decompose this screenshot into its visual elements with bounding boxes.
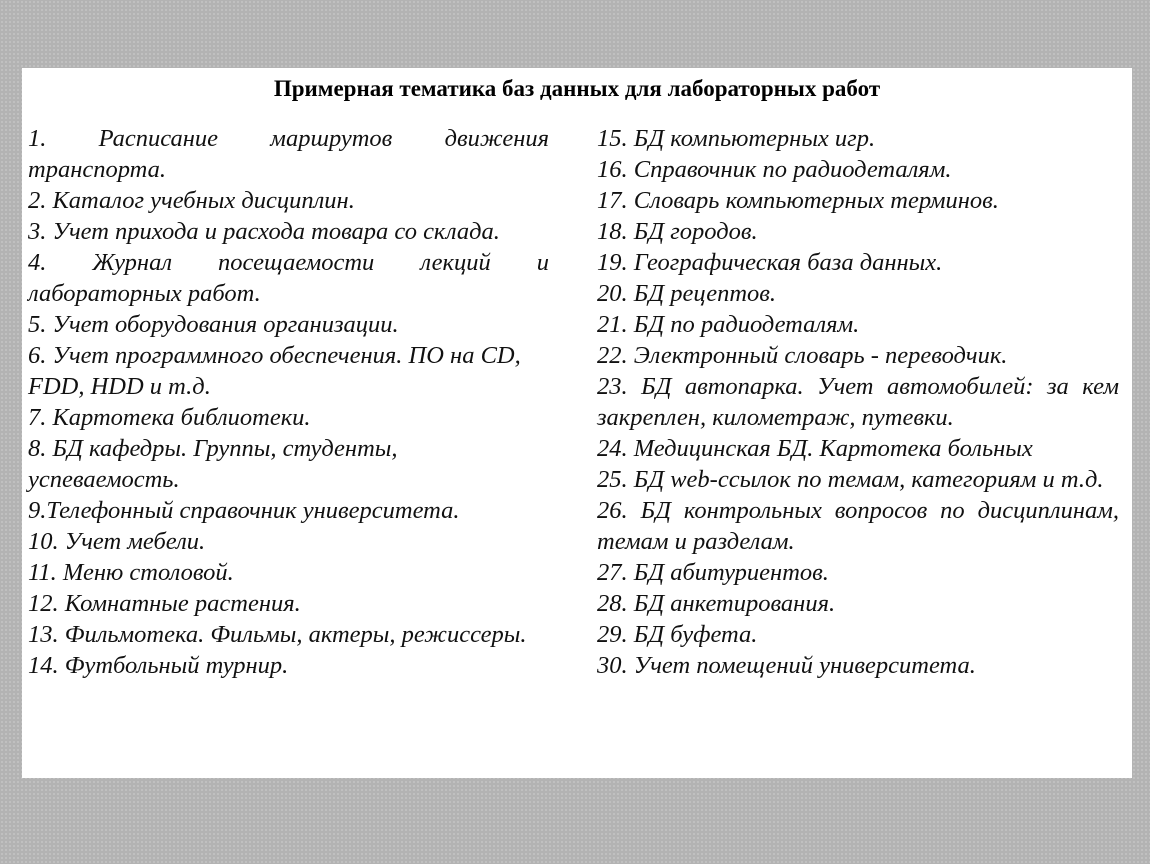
list-item: 13. Фильмотека. Фильмы, актеры, режиссеры. xyxy=(28,621,527,648)
list-item: 23. БД автопарка. Учет автомобилей: за кем закреплен, километраж, путевки. xyxy=(597,373,1119,431)
list-item: 9.Телефонный справочник университета. xyxy=(28,497,460,524)
list-item: 12. Комнатные растения. xyxy=(28,590,301,617)
list-item: 19. Географическая база данных. xyxy=(597,249,943,276)
list-item: 4. Журнал посещаемости лекций и лабораторных работ. xyxy=(28,249,549,307)
list-item: 22. Электронный словарь - переводчик. xyxy=(597,342,1008,369)
slide-panel xyxy=(22,68,1132,778)
list-item: 14. Футбольный турнир. xyxy=(28,652,289,679)
list-item: 1. Расписание маршрутов движения транспорта. xyxy=(28,125,549,183)
list-item: 24. Медицинская БД. Картотека больных xyxy=(597,435,1033,462)
list-item: 25. БД web-ссылок по темам, категориям и т.д. xyxy=(597,466,1104,493)
list-item: 2. Каталог учебных дисциплин. xyxy=(28,187,355,214)
list-item: 3. Учет прихода и расхода товара со склада. xyxy=(28,218,500,245)
list-item: 11. Меню столовой. xyxy=(28,559,234,586)
list-item: 10. Учет мебели. xyxy=(28,528,206,555)
list-item: 21. БД по радиодеталям. xyxy=(597,311,860,338)
list-item: 5. Учет оборудования организации. xyxy=(28,311,399,338)
topics-list-left xyxy=(28,123,549,681)
list-item: 15. БД компьютерных игр. xyxy=(597,125,876,152)
list-item: 6. Учет программного обеспечения. ПО на CD, FDD, HDD и т.д. xyxy=(28,342,521,400)
page-title: Примерная тематика баз данных для лабораторных работ xyxy=(273,76,881,101)
list-item: 7. Картотека библиотеки. xyxy=(28,404,311,431)
list-item: 30. Учет помещений университета. xyxy=(597,652,976,679)
list-item: 27. БД абитуриентов. xyxy=(597,559,829,586)
list-item: 18. БД городов. xyxy=(597,218,758,245)
list-item: 29. БД буфета. xyxy=(597,621,758,648)
list-item: 8. БД кафедры. Группы, студенты, успеваемость. xyxy=(28,435,398,493)
list-item: 26. БД контрольных вопросов по дисциплинам, темам и разделам. xyxy=(597,497,1119,555)
list-item: 28. БД анкетирования. xyxy=(597,590,836,617)
topics-list-right xyxy=(597,123,1119,681)
list-item: 20. БД рецептов. xyxy=(597,280,777,307)
list-item: 16. Справочник по радиодеталям. xyxy=(597,156,952,183)
list-item: 17. Словарь компьютерных терминов. xyxy=(597,187,999,214)
